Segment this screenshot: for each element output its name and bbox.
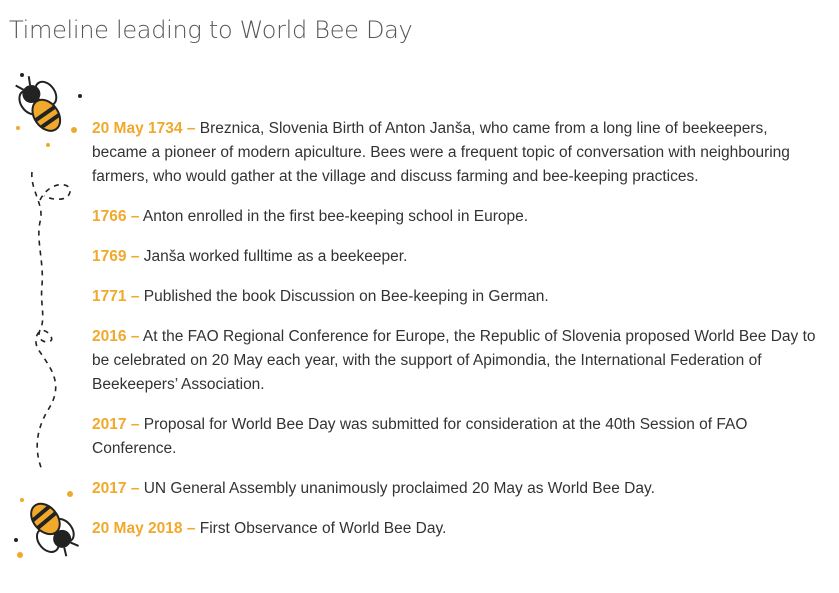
page-title: Timeline leading to World Bee Day: [9, 16, 413, 44]
timeline-entry: [92, 517, 822, 541]
timeline-text: UN General Assembly unanimously proclaimed 20 May as World Bee Day.: [143, 480, 655, 497]
timeline: [92, 117, 822, 557]
timeline-text: First Observance of World Bee Day.: [199, 520, 447, 537]
timeline-entry: [92, 285, 822, 309]
dashed-flight-path: [32, 172, 56, 470]
timeline-text: Anton enrolled in the first bee-keeping school in Europe.: [142, 208, 529, 225]
timeline-year: 20 May 1734 –: [92, 120, 196, 137]
timeline-year: 2016 –: [92, 328, 140, 345]
timeline-entry: [92, 205, 822, 229]
timeline-year: 1771 –: [92, 288, 140, 305]
timeline-text: At the FAO Regional Conference for Europe, the Republic of Slovenia proposed World Bee Day to be celebrated on 20 May each year, with the support of Apimondia, the International Federation of Beekeepers’ Association.: [92, 328, 816, 393]
timeline-year: 2017 –: [92, 416, 140, 433]
timeline-text: Proposal for World Bee Day was submitted for consideration at the 40th Session of FAO Conference.: [92, 416, 748, 457]
timeline-year: 1769 –: [92, 248, 140, 265]
timeline-year: 1766 –: [92, 208, 140, 225]
timeline-text: Janša worked fulltime as a beekeeper.: [143, 248, 408, 265]
timeline-entry: [92, 245, 822, 269]
timeline-text: Breznica, Slovenia Birth of Anton Janša, who came from a long line of beekeepers, became a pioneer of modern apiculture. Bees were a frequent topic of conversation with neighbouring farmers, who would gather at the village and discuss farming and bee-keeping practices.: [92, 120, 790, 185]
timeline-entry: [92, 413, 822, 461]
timeline-year: 2017 –: [92, 480, 140, 497]
timeline-entry: [92, 117, 822, 189]
timeline-year: 20 May 2018 –: [92, 520, 196, 537]
timeline-entry: [92, 477, 822, 501]
timeline-entry: [92, 325, 822, 397]
bee-icon: [18, 496, 84, 564]
timeline-text: Published the book Discussion on Bee-keeping in German.: [143, 288, 549, 305]
